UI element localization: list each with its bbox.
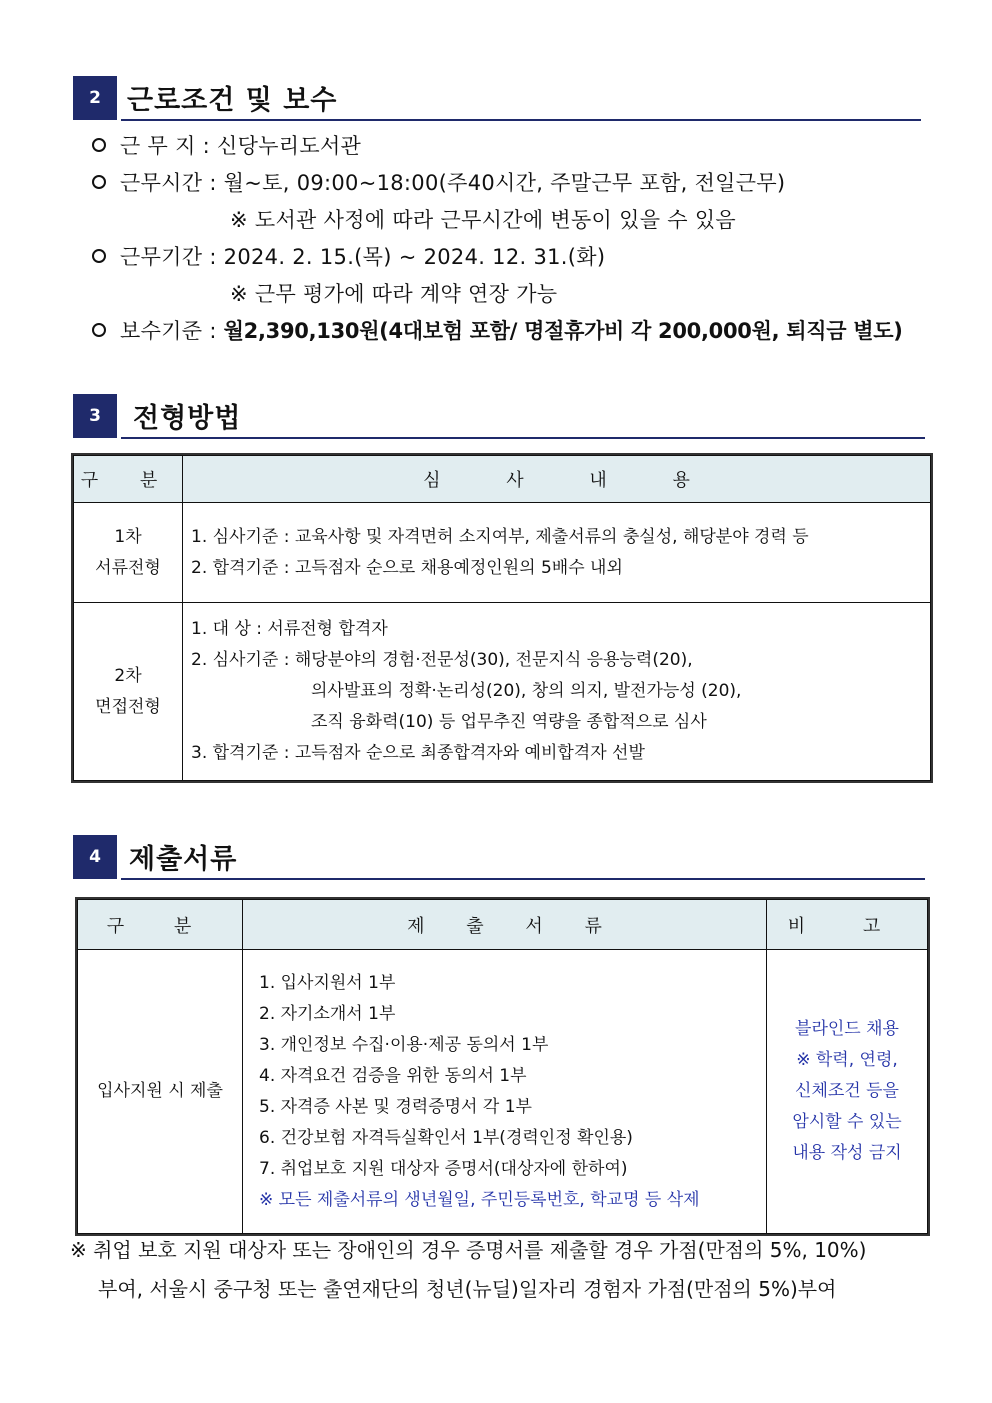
- section-number: 3: [73, 394, 117, 438]
- header-content: 심 사 내 용: [183, 456, 931, 503]
- work-location-value: 신당누리도서관: [217, 134, 362, 158]
- list-item: 6. 건강보험 자격득실확인서 1부(경력인정 확인용): [259, 1127, 633, 1148]
- stage-content: 1. 심사기준 : 교육사항 및 자격면허 소지여부, 제출서류의 충실성, 해당분야 경력 등 2. 합격기준 : 고득점자 순으로 채용예정인원의 5배수 내외: [183, 503, 931, 603]
- header-documents: 제 출 서 류: [243, 900, 767, 950]
- circle-bullet-icon: [92, 138, 106, 152]
- salary-value: 월2,390,130원(4대보험 포함/ 명절휴가비 각 200,000원, 퇴직금 별도): [223, 319, 903, 343]
- submission-timing: 입사지원 시 제출: [78, 950, 243, 1234]
- list-item: 1. 입사지원서 1부: [259, 972, 396, 993]
- circle-bullet-icon: [92, 323, 106, 337]
- document-list: [243, 950, 767, 1234]
- section-title: 제출서류: [129, 844, 238, 875]
- documents-table: [77, 899, 928, 1234]
- header-category: 구 분: [74, 456, 183, 503]
- circle-bullet-icon: [92, 175, 106, 189]
- table-header-row: [78, 900, 928, 950]
- work-hours-value: 월~토, 09:00~18:00(주40시간, 주말근무 포함, 전일근무): [223, 171, 786, 195]
- work-location-item: 근 무 지 : 신당누리도서관: [92, 130, 361, 160]
- salary-item: 보수기준 : 월2,390,130원(4대보험 포함/ 명절휴가비 각 200,000원, 퇴직금 별도): [92, 315, 903, 345]
- section-divider: [121, 437, 925, 439]
- section-3-header: [73, 394, 925, 438]
- stage-label: 1차 서류전형: [74, 503, 183, 603]
- list-item: 4. 자격요건 검증을 위한 동의서 1부: [259, 1065, 527, 1086]
- list-item: 3. 개인정보 수집·이용·제공 동의서 1부: [259, 1034, 549, 1055]
- section-title: 전형방법: [133, 403, 242, 434]
- table-row: [74, 503, 931, 603]
- work-period-item: 근무기간 : 2024. 2. 15.(목) ~ 2024. 12. 31.(화): [92, 241, 605, 271]
- stage-label: 2차 면접전형: [74, 603, 183, 781]
- list-item: 5. 자격증 사본 및 경력증명서 각 1부: [259, 1096, 532, 1117]
- footnote: ※ 취업 보호 지원 대상자 또는 장애인의 경우 증명서를 제출할 경우 가점(만점의 5%, 10%) 부여, 서울시 중구청 또는 출연재단의 청년(뉴딜)일자리 경험자 가점(만점의 5%)부여: [70, 1238, 867, 1301]
- section-divider: [121, 878, 925, 880]
- header-remarks: 비 고: [767, 900, 928, 950]
- section-2-header: [73, 76, 921, 120]
- work-period-value: 2024. 2. 15.(목) ~ 2024. 12. 31.(화): [223, 245, 606, 269]
- header-category: 구 분: [78, 900, 243, 950]
- remarks: 블라인드 채용 ※ 학력, 연령, 신체조건 등을 암시할 수 있는 내용 작성 금지: [767, 950, 928, 1234]
- section-number: 4: [73, 835, 117, 879]
- section-4-header: [73, 835, 925, 879]
- table-header-row: [74, 456, 931, 503]
- table-row: [74, 603, 931, 781]
- section-number: 2: [73, 76, 117, 120]
- selection-method-table: [73, 455, 931, 781]
- section-title: 근로조건 및 보수: [127, 85, 338, 116]
- stage-content: 1. 대 상 : 서류전형 합격자 2. 심사기준 : 해당분야의 경험·전문성(30), 전문지식 응용능력(20), 의사발표의 정확·논리성(20), 창의 의지, 발전가능성 (20), 조직 융화력(10) 등 업무추진 역량을 종합적으로 심사 3. 합격기준 : 고득점자 순으로 최종합격자와 예비합격자 선발: [183, 603, 931, 781]
- list-item: 2. 자기소개서 1부: [259, 1003, 396, 1024]
- work-hours-note: ※ 도서관 사정에 따라 근무시간에 변동이 있을 수 있음: [230, 208, 737, 232]
- list-item: 7. 취업보호 지원 대상자 증명서(대상자에 한하여): [259, 1158, 628, 1179]
- documents-note: ※ 모든 제출서류의 생년월일, 주민등록번호, 학교명 등 삭제: [259, 1189, 700, 1210]
- circle-bullet-icon: [92, 249, 106, 263]
- work-period-note: ※ 근무 평가에 따라 계약 연장 가능: [230, 282, 558, 306]
- section-divider: [121, 119, 921, 121]
- table-row: [78, 950, 928, 1234]
- work-hours-item: 근무시간 : 월~토, 09:00~18:00(주40시간, 주말근무 포함, 전일근무): [92, 167, 785, 197]
